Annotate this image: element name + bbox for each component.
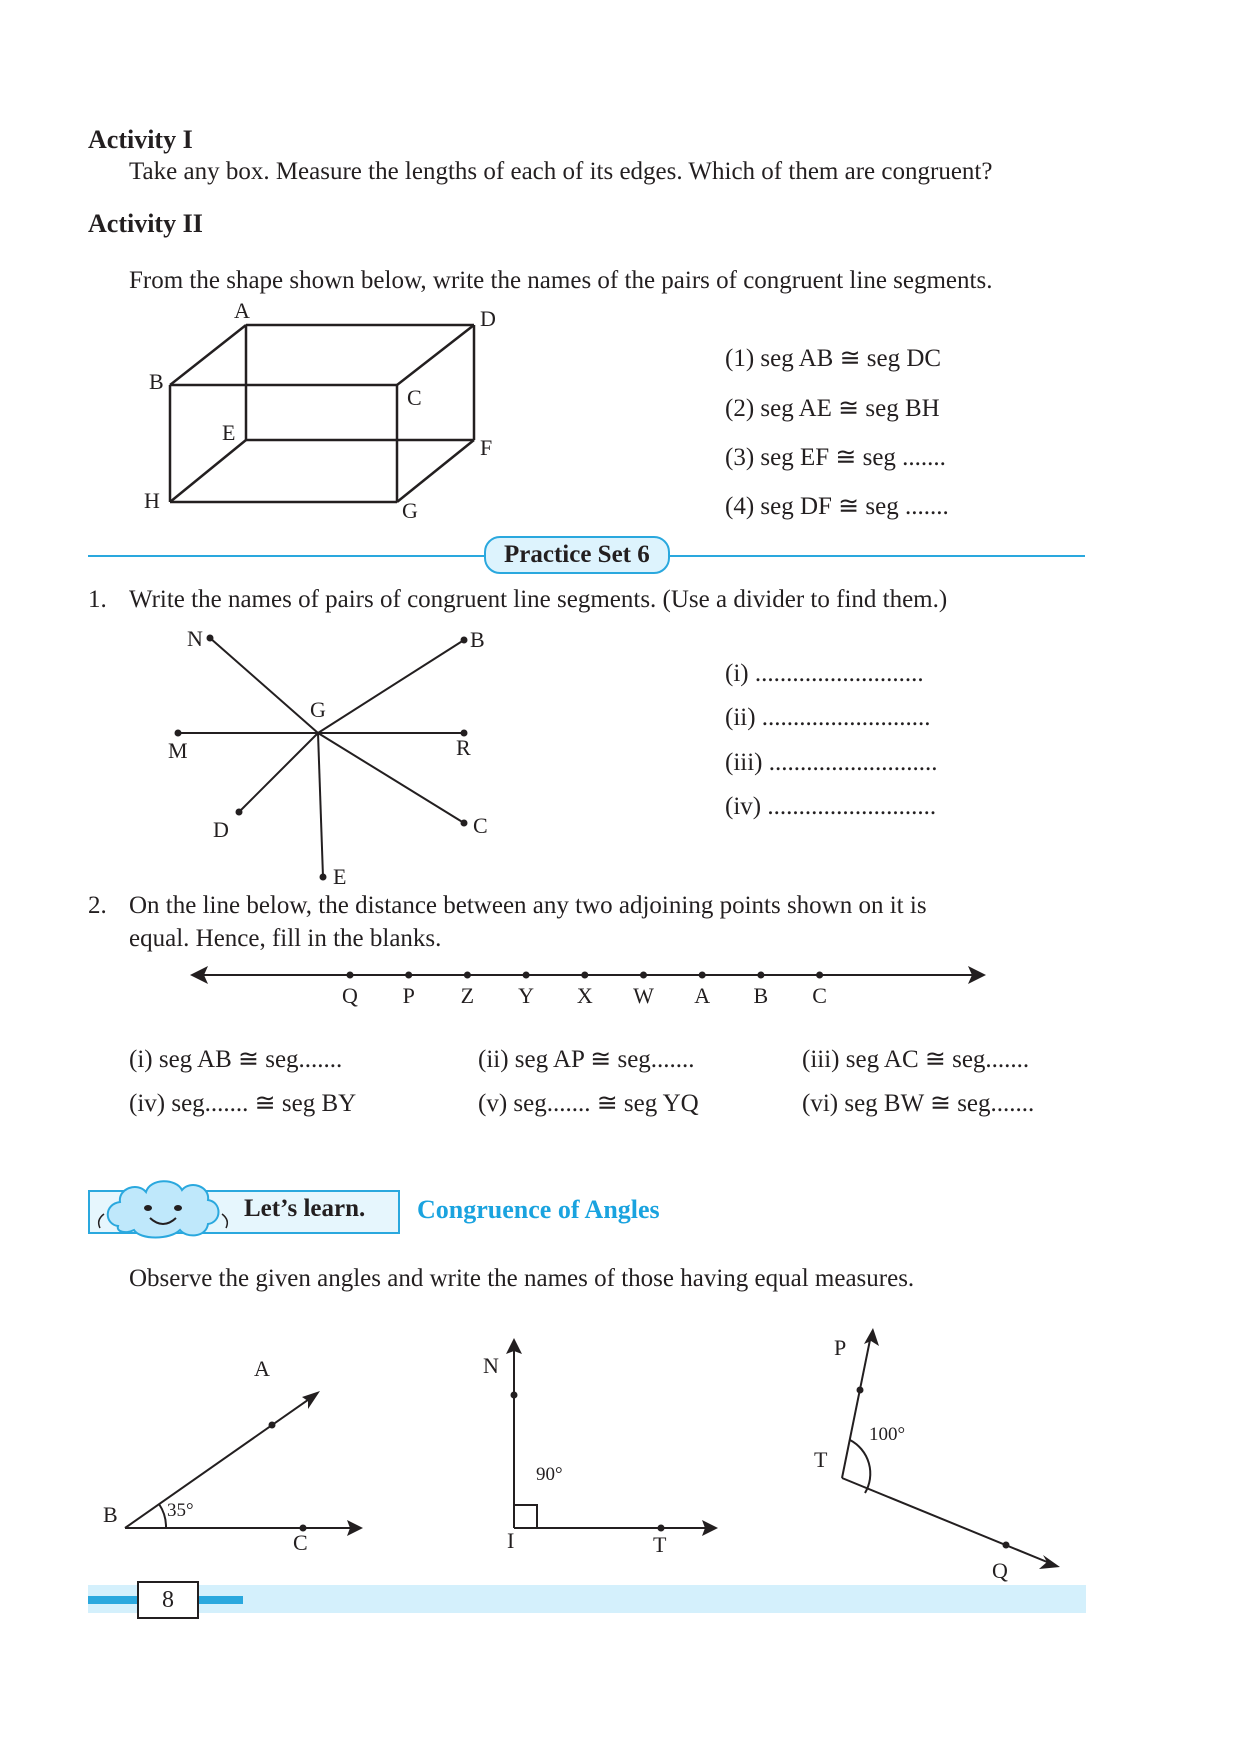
question-2-blank-5: (v) seg....... ≅ seg YQ	[478, 1090, 699, 1117]
lets-learn-label: Let’s learn.	[244, 1195, 366, 1222]
question-2-blank-2: (ii) seg AP ≅ seg.......	[478, 1046, 695, 1073]
number-line-label-w: W	[633, 983, 654, 1008]
q1-label-r: R	[456, 735, 471, 760]
angle-ptq-label-t: T	[814, 1447, 828, 1472]
q1-label-m: M	[168, 738, 188, 763]
question-1-blank-3: (iii) ...........................	[725, 749, 938, 776]
activity-1-text: Take any box. Measure the lengths of each of its edges. Which of them are congruent?	[129, 158, 993, 185]
number-line-label-b: B	[753, 983, 769, 1008]
q1-label-d: D	[213, 817, 229, 842]
angle-ptq-measure: 100°	[869, 1424, 906, 1445]
number-line-label-y: Y	[518, 983, 535, 1008]
page-number: 8	[137, 1581, 199, 1619]
angle-abc-label-c: C	[293, 1530, 308, 1555]
activity-2-answer-4: (4) seg DF ≅ seg .......	[725, 493, 949, 520]
practice-set-badge: Practice Set 6	[484, 536, 670, 574]
number-line-label-c: C	[812, 983, 827, 1008]
number-line-label-p: P	[402, 983, 415, 1008]
question-1-text: Write the names of pairs of congruent line segments. (Use a divider to find them.)	[129, 586, 948, 613]
angle-ptq-label-q: Q	[992, 1558, 1008, 1583]
question-1-blank-1: (i) ...........................	[725, 660, 924, 687]
q1-label-g: G	[310, 697, 326, 722]
q1-label-e: E	[333, 864, 347, 889]
angle-abc-label-b: B	[103, 1502, 118, 1527]
cuboid-label-e: E	[222, 420, 236, 445]
number-line-label-x: X	[576, 983, 593, 1008]
number-line-label-a: A	[694, 983, 711, 1008]
angle-nit-label-i: I	[507, 1528, 515, 1553]
cuboid-label-a: A	[234, 298, 250, 323]
section-title: Congruence of Angles	[417, 1195, 660, 1224]
angle-nit-label-t: T	[653, 1532, 667, 1557]
activity-2-answer-3: (3) seg EF ≅ seg .......	[725, 444, 946, 471]
cuboid-label-c: C	[407, 385, 422, 410]
activity-2-text: From the shape shown below, write the names of the pairs of congruent line segments.	[129, 267, 993, 294]
question-2-text-line-1: On the line below, the distance between any two adjoining points shown on it is	[129, 892, 927, 919]
q1-label-c: C	[473, 813, 488, 838]
angle-abc-label-a: A	[254, 1356, 270, 1381]
question-1-blank-4: (iv) ...........................	[725, 793, 937, 820]
q1-label-n: N	[187, 626, 203, 651]
cuboid-label-h: H	[144, 488, 160, 513]
activity-2-answer-1: (1) seg AB ≅ seg DC	[725, 345, 942, 372]
activity-2-heading: Activity II	[88, 209, 203, 238]
question-2-blank-3: (iii) seg AC ≅ seg.......	[802, 1046, 1030, 1073]
question-2-blank-1: (i) seg AB ≅ seg.......	[129, 1046, 343, 1073]
number-line-label-q: Q	[342, 983, 358, 1008]
activity-1-heading: Activity I	[88, 125, 193, 154]
cuboid-label-g: G	[402, 498, 418, 523]
angles-instruction: Observe the given angles and write the names of those having equal measures.	[129, 1265, 915, 1292]
question-1-number: 1.	[88, 586, 107, 613]
cuboid-label-d: D	[480, 306, 496, 331]
angle-nit-label-n: N	[483, 1353, 499, 1378]
angle-abc-measure: 35°	[167, 1500, 194, 1521]
number-line-label-z: Z	[460, 983, 475, 1008]
question-2-text-line-2: equal. Hence, fill in the blanks.	[129, 925, 442, 952]
question-1-blank-2: (ii) ...........................	[725, 704, 931, 731]
cuboid-label-f: F	[480, 435, 493, 460]
question-2-blank-4: (iv) seg....... ≅ seg BY	[129, 1090, 357, 1117]
q1-label-b: B	[470, 627, 485, 652]
cuboid-label-b: B	[149, 369, 164, 394]
question-2-blank-6: (vi) seg BW ≅ seg.......	[802, 1090, 1035, 1117]
angle-ptq-label-p: P	[834, 1335, 847, 1360]
question-2-number: 2.	[88, 892, 107, 919]
activity-2-answer-2: (2) seg AE ≅ seg BH	[725, 395, 940, 422]
angle-nit-measure: 90°	[536, 1464, 563, 1485]
